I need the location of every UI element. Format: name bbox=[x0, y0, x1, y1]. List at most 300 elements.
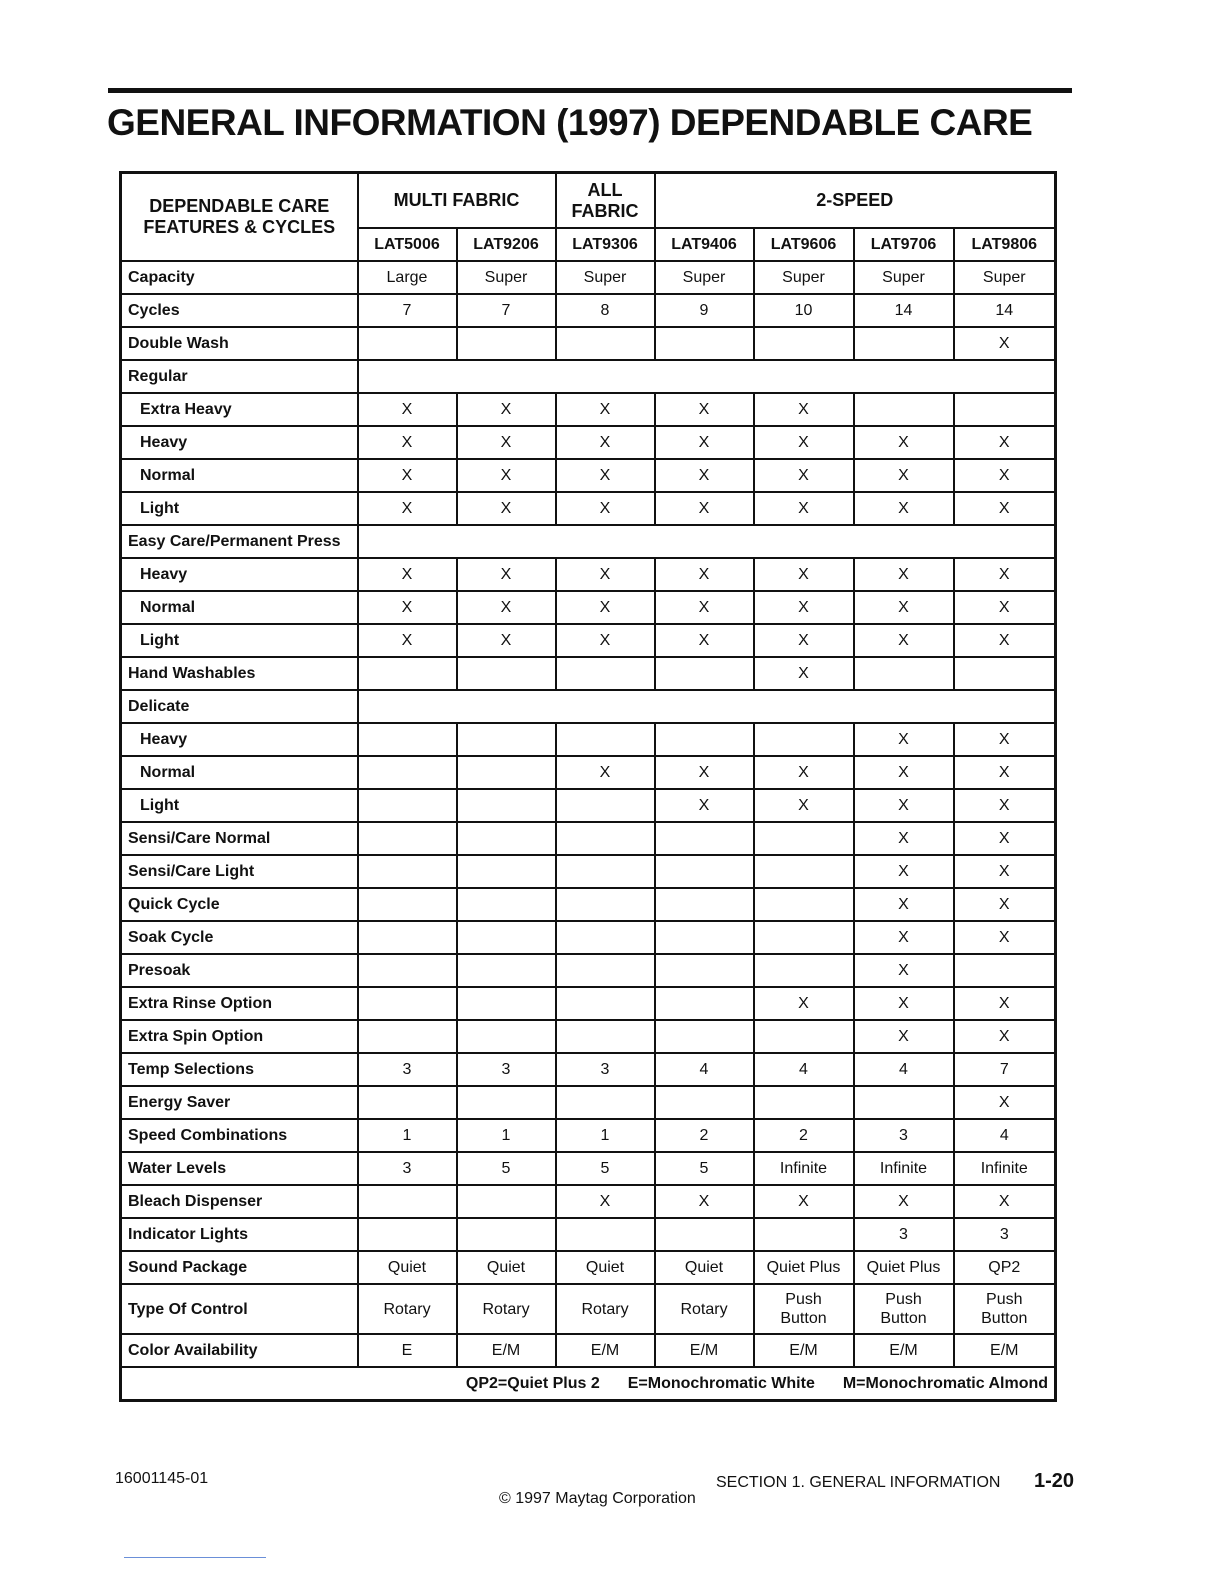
table-cell: 1 bbox=[358, 1119, 457, 1152]
title-rule bbox=[108, 88, 1072, 93]
table-cell: 10 bbox=[754, 294, 854, 327]
table-cell: E/M bbox=[457, 1334, 556, 1367]
table-row bbox=[121, 690, 1056, 723]
table-cell bbox=[655, 921, 754, 954]
table-cell bbox=[754, 855, 854, 888]
table-cell bbox=[358, 1218, 457, 1251]
table-cell bbox=[457, 822, 556, 855]
table-cell: X bbox=[854, 987, 954, 1020]
table-row bbox=[121, 525, 1056, 558]
table-cell bbox=[457, 789, 556, 822]
row-label: Soak Cycle bbox=[121, 921, 358, 954]
table-cell: Rotary bbox=[457, 1284, 556, 1334]
table-cell: 3 bbox=[556, 1053, 655, 1086]
table-cell: X bbox=[457, 393, 556, 426]
table-cell: X bbox=[556, 558, 655, 591]
table-row bbox=[121, 1020, 1056, 1053]
table-cell: X bbox=[854, 1185, 954, 1218]
table-cell: X bbox=[457, 591, 556, 624]
group-header: ALL FABRIC bbox=[556, 173, 655, 229]
table-cell: Quiet bbox=[655, 1251, 754, 1284]
table-cell bbox=[358, 657, 457, 690]
table-cell: 5 bbox=[457, 1152, 556, 1185]
table-cell: 3 bbox=[358, 1053, 457, 1086]
table-cell: X bbox=[556, 492, 655, 525]
section-label: SECTION 1. GENERAL INFORMATION bbox=[716, 1474, 1001, 1491]
table-row bbox=[121, 723, 1056, 756]
table-cell: X bbox=[854, 954, 954, 987]
table-cell: X bbox=[954, 921, 1056, 954]
table-cell bbox=[655, 1218, 754, 1251]
table-cell bbox=[655, 954, 754, 987]
table-cell bbox=[954, 393, 1056, 426]
table-row bbox=[121, 393, 1056, 426]
table-cell: X bbox=[655, 393, 754, 426]
table-cell: E/M bbox=[954, 1334, 1056, 1367]
table-cell: 3 bbox=[457, 1053, 556, 1086]
table-cell bbox=[655, 1020, 754, 1053]
table-cell bbox=[556, 954, 655, 987]
table-cell: X bbox=[954, 723, 1056, 756]
table-cell bbox=[556, 1218, 655, 1251]
table-cell: Infinite bbox=[954, 1152, 1056, 1185]
table-row bbox=[121, 459, 1056, 492]
row-label: Sound Package bbox=[121, 1251, 358, 1284]
table-cell: X bbox=[854, 492, 954, 525]
table-cell: X bbox=[754, 426, 854, 459]
group-row-spacer bbox=[358, 360, 1056, 393]
table-cell bbox=[457, 1185, 556, 1218]
row-label: Sensi/Care Normal bbox=[121, 822, 358, 855]
table-cell: 9 bbox=[655, 294, 754, 327]
table-cell bbox=[556, 1020, 655, 1053]
table-cell: 3 bbox=[954, 1218, 1056, 1251]
table-cell: X bbox=[754, 657, 854, 690]
table-cell: 4 bbox=[954, 1119, 1056, 1152]
doc-number: 16001145-01 bbox=[115, 1470, 209, 1487]
legend-m: M=Monochromatic Almond bbox=[842, 1374, 1049, 1392]
row-label: Speed Combinations bbox=[121, 1119, 358, 1152]
table-cell bbox=[457, 1086, 556, 1119]
table-cell: X bbox=[358, 459, 457, 492]
table-cell bbox=[556, 855, 655, 888]
table-row bbox=[121, 591, 1056, 624]
legend-qp2: QP2=Quiet Plus 2 bbox=[465, 1374, 600, 1392]
table-cell: X bbox=[754, 393, 854, 426]
table-cell bbox=[457, 954, 556, 987]
table-cell: Super bbox=[556, 261, 655, 294]
row-label: Extra Heavy bbox=[121, 393, 358, 426]
table-cell: X bbox=[854, 1020, 954, 1053]
table-cell: X bbox=[556, 624, 655, 657]
table-cell bbox=[655, 822, 754, 855]
table-cell bbox=[457, 327, 556, 360]
table-cell: QP2 bbox=[954, 1251, 1056, 1284]
table-cell: Push Button bbox=[954, 1284, 1056, 1334]
group-header: 2-SPEED bbox=[655, 173, 1056, 229]
table-row bbox=[121, 1152, 1056, 1185]
table-cell: 1 bbox=[556, 1119, 655, 1152]
table-cell bbox=[754, 1218, 854, 1251]
table-cell: X bbox=[854, 591, 954, 624]
page-number: 1-20 bbox=[1034, 1470, 1075, 1492]
table-cell bbox=[358, 888, 457, 921]
table-cell: X bbox=[655, 756, 754, 789]
model-header: LAT9406 bbox=[655, 228, 754, 261]
table-cell: X bbox=[655, 558, 754, 591]
table-cell: X bbox=[457, 558, 556, 591]
table-row bbox=[121, 1053, 1056, 1086]
table-cell: X bbox=[954, 624, 1056, 657]
table-cell: 2 bbox=[754, 1119, 854, 1152]
table-row bbox=[121, 1086, 1056, 1119]
table-cell: Super bbox=[655, 261, 754, 294]
table-cell: X bbox=[754, 1185, 854, 1218]
row-label: Heavy bbox=[121, 723, 358, 756]
table-row bbox=[121, 624, 1056, 657]
footer-line bbox=[124, 1557, 266, 1558]
row-label: Water Levels bbox=[121, 1152, 358, 1185]
table-cell: 4 bbox=[854, 1053, 954, 1086]
table-cell bbox=[954, 954, 1056, 987]
table-cell: X bbox=[358, 426, 457, 459]
table-cell bbox=[754, 1086, 854, 1119]
table-cell: 14 bbox=[954, 294, 1056, 327]
table-cell bbox=[457, 1020, 556, 1053]
table-cell: Rotary bbox=[655, 1284, 754, 1334]
row-label: Light bbox=[121, 789, 358, 822]
table-cell bbox=[556, 327, 655, 360]
table-cell bbox=[358, 822, 457, 855]
table-row bbox=[121, 1119, 1056, 1152]
row-label: Presoak bbox=[121, 954, 358, 987]
table-cell: X bbox=[556, 426, 655, 459]
table-cell: X bbox=[754, 756, 854, 789]
table-cell: E/M bbox=[754, 1334, 854, 1367]
table-cell bbox=[655, 657, 754, 690]
table-cell: X bbox=[754, 492, 854, 525]
table-cell bbox=[854, 657, 954, 690]
table-cell bbox=[556, 789, 655, 822]
table-cell bbox=[556, 723, 655, 756]
table-cell: 7 bbox=[954, 1053, 1056, 1086]
table-cell bbox=[854, 393, 954, 426]
table-row bbox=[121, 1334, 1056, 1367]
table-cell bbox=[457, 888, 556, 921]
row-label: Capacity bbox=[121, 261, 358, 294]
table-cell: X bbox=[954, 855, 1056, 888]
table-cell: X bbox=[358, 558, 457, 591]
group-header: MULTI FABRIC bbox=[358, 173, 556, 229]
table-corner-label: DEPENDABLE CARE FEATURES & CYCLES bbox=[121, 173, 358, 262]
table-cell bbox=[655, 327, 754, 360]
table-row bbox=[121, 822, 1056, 855]
table-row bbox=[121, 954, 1056, 987]
table-cell bbox=[655, 987, 754, 1020]
table-cell: X bbox=[954, 756, 1056, 789]
table-row bbox=[121, 492, 1056, 525]
table-cell bbox=[655, 888, 754, 921]
table-cell bbox=[854, 1086, 954, 1119]
table-cell: X bbox=[954, 492, 1056, 525]
table-cell: E/M bbox=[854, 1334, 954, 1367]
table-cell bbox=[358, 954, 457, 987]
table-cell bbox=[754, 822, 854, 855]
table-cell: X bbox=[954, 987, 1056, 1020]
row-label: Energy Saver bbox=[121, 1086, 358, 1119]
table-cell: Quiet bbox=[358, 1251, 457, 1284]
table-cell: Quiet Plus bbox=[754, 1251, 854, 1284]
row-label: Delicate bbox=[121, 690, 358, 723]
table-cell bbox=[655, 723, 754, 756]
table-cell: X bbox=[655, 426, 754, 459]
table-cell: X bbox=[754, 624, 854, 657]
table-cell: X bbox=[754, 459, 854, 492]
table-row bbox=[121, 426, 1056, 459]
table-cell bbox=[358, 921, 457, 954]
table-cell: X bbox=[358, 624, 457, 657]
table-cell: X bbox=[655, 789, 754, 822]
table-cell bbox=[358, 327, 457, 360]
row-label: Normal bbox=[121, 459, 358, 492]
table-cell: X bbox=[954, 591, 1056, 624]
table-cell: X bbox=[457, 624, 556, 657]
table-row bbox=[121, 756, 1056, 789]
table-row bbox=[121, 1251, 1056, 1284]
table-cell: X bbox=[854, 624, 954, 657]
table-cell bbox=[754, 954, 854, 987]
table-cell bbox=[556, 1086, 655, 1119]
table-cell: Push Button bbox=[854, 1284, 954, 1334]
model-header: LAT5006 bbox=[358, 228, 457, 261]
table-cell: Rotary bbox=[358, 1284, 457, 1334]
table-cell: X bbox=[457, 459, 556, 492]
table-cell bbox=[655, 1086, 754, 1119]
table-cell bbox=[754, 921, 854, 954]
table-cell: Quiet bbox=[556, 1251, 655, 1284]
table-cell: Large bbox=[358, 261, 457, 294]
table-cell: Super bbox=[954, 261, 1056, 294]
row-label: Regular bbox=[121, 360, 358, 393]
table-cell: X bbox=[954, 789, 1056, 822]
legend-cell bbox=[121, 1367, 1056, 1401]
table-cell bbox=[556, 921, 655, 954]
table-cell: 7 bbox=[457, 294, 556, 327]
table-cell: X bbox=[854, 921, 954, 954]
table-cell: X bbox=[954, 1185, 1056, 1218]
table-cell: X bbox=[954, 1086, 1056, 1119]
table-cell: 7 bbox=[358, 294, 457, 327]
table-cell bbox=[457, 657, 556, 690]
table-row bbox=[121, 987, 1056, 1020]
table-cell: Super bbox=[457, 261, 556, 294]
table-cell: E bbox=[358, 1334, 457, 1367]
table-cell: 4 bbox=[655, 1053, 754, 1086]
table-cell: X bbox=[954, 327, 1056, 360]
page-title: GENERAL INFORMATION (1997) DEPENDABLE CARE bbox=[107, 102, 1033, 143]
table-cell: X bbox=[457, 492, 556, 525]
table-cell: 1 bbox=[457, 1119, 556, 1152]
row-label: Bleach Dispenser bbox=[121, 1185, 358, 1218]
row-label: Type Of Control bbox=[121, 1284, 358, 1334]
table-cell bbox=[556, 987, 655, 1020]
table-cell: E/M bbox=[556, 1334, 655, 1367]
row-label: Extra Rinse Option bbox=[121, 987, 358, 1020]
table-cell: Super bbox=[754, 261, 854, 294]
table-cell: X bbox=[754, 591, 854, 624]
table-cell: X bbox=[457, 426, 556, 459]
model-header: LAT9606 bbox=[754, 228, 854, 261]
table-cell: X bbox=[854, 855, 954, 888]
table-cell bbox=[754, 723, 854, 756]
table-cell: X bbox=[754, 789, 854, 822]
table-cell: X bbox=[754, 558, 854, 591]
table-row bbox=[121, 261, 1056, 294]
group-row-spacer bbox=[358, 690, 1056, 723]
model-header: LAT9206 bbox=[457, 228, 556, 261]
row-label: Double Wash bbox=[121, 327, 358, 360]
row-label: Light bbox=[121, 492, 358, 525]
table-cell bbox=[358, 855, 457, 888]
table-cell: Quiet Plus bbox=[854, 1251, 954, 1284]
table-cell bbox=[754, 1020, 854, 1053]
table-cell bbox=[358, 1185, 457, 1218]
legend-e: E=Monochromatic White bbox=[627, 1374, 815, 1392]
table-row bbox=[121, 921, 1056, 954]
row-label: Heavy bbox=[121, 558, 358, 591]
row-label: Temp Selections bbox=[121, 1053, 358, 1086]
table-cell bbox=[854, 327, 954, 360]
table-cell bbox=[358, 723, 457, 756]
table-row bbox=[121, 888, 1056, 921]
row-label: Heavy bbox=[121, 426, 358, 459]
table-cell: X bbox=[358, 492, 457, 525]
table-row bbox=[121, 855, 1056, 888]
table-cell: 2 bbox=[655, 1119, 754, 1152]
row-label: Light bbox=[121, 624, 358, 657]
table-row bbox=[121, 1284, 1056, 1334]
table-cell: 5 bbox=[556, 1152, 655, 1185]
row-label: Normal bbox=[121, 591, 358, 624]
table-cell: X bbox=[556, 756, 655, 789]
table-cell: 14 bbox=[854, 294, 954, 327]
table-cell: X bbox=[854, 756, 954, 789]
table-cell bbox=[556, 657, 655, 690]
row-label: Quick Cycle bbox=[121, 888, 358, 921]
row-label: Extra Spin Option bbox=[121, 1020, 358, 1053]
table-cell: X bbox=[854, 888, 954, 921]
table-row bbox=[121, 294, 1056, 327]
table-cell: X bbox=[954, 426, 1056, 459]
table-cell: X bbox=[556, 591, 655, 624]
row-label: Easy Care/Permanent Press bbox=[121, 525, 358, 558]
table-cell bbox=[358, 1020, 457, 1053]
model-header: LAT9306 bbox=[556, 228, 655, 261]
table-row bbox=[121, 327, 1056, 360]
table-cell: X bbox=[854, 789, 954, 822]
row-label: Hand Washables bbox=[121, 657, 358, 690]
table-cell: X bbox=[954, 822, 1056, 855]
table-cell: 4 bbox=[754, 1053, 854, 1086]
table-cell: E/M bbox=[655, 1334, 754, 1367]
table-cell bbox=[358, 789, 457, 822]
table-cell bbox=[358, 1086, 457, 1119]
table-cell: X bbox=[556, 393, 655, 426]
table-cell: Rotary bbox=[556, 1284, 655, 1334]
table-cell: X bbox=[358, 591, 457, 624]
table-cell: 3 bbox=[358, 1152, 457, 1185]
table-cell: X bbox=[854, 558, 954, 591]
row-label: Normal bbox=[121, 756, 358, 789]
table-cell: X bbox=[954, 888, 1056, 921]
table-cell bbox=[457, 1218, 556, 1251]
table-cell: Infinite bbox=[754, 1152, 854, 1185]
table-cell: X bbox=[358, 393, 457, 426]
model-header: LAT9706 bbox=[854, 228, 954, 261]
table-cell bbox=[556, 888, 655, 921]
table-cell: X bbox=[954, 1020, 1056, 1053]
table-row bbox=[121, 1185, 1056, 1218]
table-cell: X bbox=[854, 723, 954, 756]
row-label: Sensi/Care Light bbox=[121, 855, 358, 888]
table-cell: X bbox=[854, 426, 954, 459]
model-header: LAT9806 bbox=[954, 228, 1056, 261]
table-cell: X bbox=[854, 459, 954, 492]
table-cell: X bbox=[655, 624, 754, 657]
table-cell: Infinite bbox=[854, 1152, 954, 1185]
table-cell: X bbox=[954, 459, 1056, 492]
table-cell: X bbox=[655, 591, 754, 624]
table-row bbox=[121, 558, 1056, 591]
row-label: Cycles bbox=[121, 294, 358, 327]
legend-row bbox=[121, 1367, 1056, 1401]
table-cell: X bbox=[754, 987, 854, 1020]
table-cell: Quiet bbox=[457, 1251, 556, 1284]
table-cell bbox=[655, 855, 754, 888]
table-cell bbox=[954, 657, 1056, 690]
table-cell bbox=[457, 756, 556, 789]
table-cell bbox=[457, 921, 556, 954]
row-label: Indicator Lights bbox=[121, 1218, 358, 1251]
table-row bbox=[121, 789, 1056, 822]
table-cell: X bbox=[655, 492, 754, 525]
table-cell: X bbox=[556, 1185, 655, 1218]
table-cell: X bbox=[556, 459, 655, 492]
table-row bbox=[121, 657, 1056, 690]
table-cell: X bbox=[655, 1185, 754, 1218]
table-cell bbox=[457, 987, 556, 1020]
table-row bbox=[121, 1218, 1056, 1251]
table-cell bbox=[358, 987, 457, 1020]
table-row bbox=[121, 360, 1056, 393]
table-cell: 8 bbox=[556, 294, 655, 327]
table-cell: 3 bbox=[854, 1119, 954, 1152]
table-cell: 5 bbox=[655, 1152, 754, 1185]
copyright: © 1997 Maytag Corporation bbox=[499, 1490, 696, 1507]
table-cell bbox=[754, 888, 854, 921]
features-table bbox=[119, 171, 1057, 1402]
table-cell: Super bbox=[854, 261, 954, 294]
row-label: Color Availability bbox=[121, 1334, 358, 1367]
table-cell: X bbox=[854, 822, 954, 855]
table-cell: X bbox=[954, 558, 1056, 591]
table-cell bbox=[556, 822, 655, 855]
table-cell: X bbox=[655, 459, 754, 492]
table-cell bbox=[457, 723, 556, 756]
table-cell bbox=[358, 756, 457, 789]
table-cell: 3 bbox=[854, 1218, 954, 1251]
group-row-spacer bbox=[358, 525, 1056, 558]
